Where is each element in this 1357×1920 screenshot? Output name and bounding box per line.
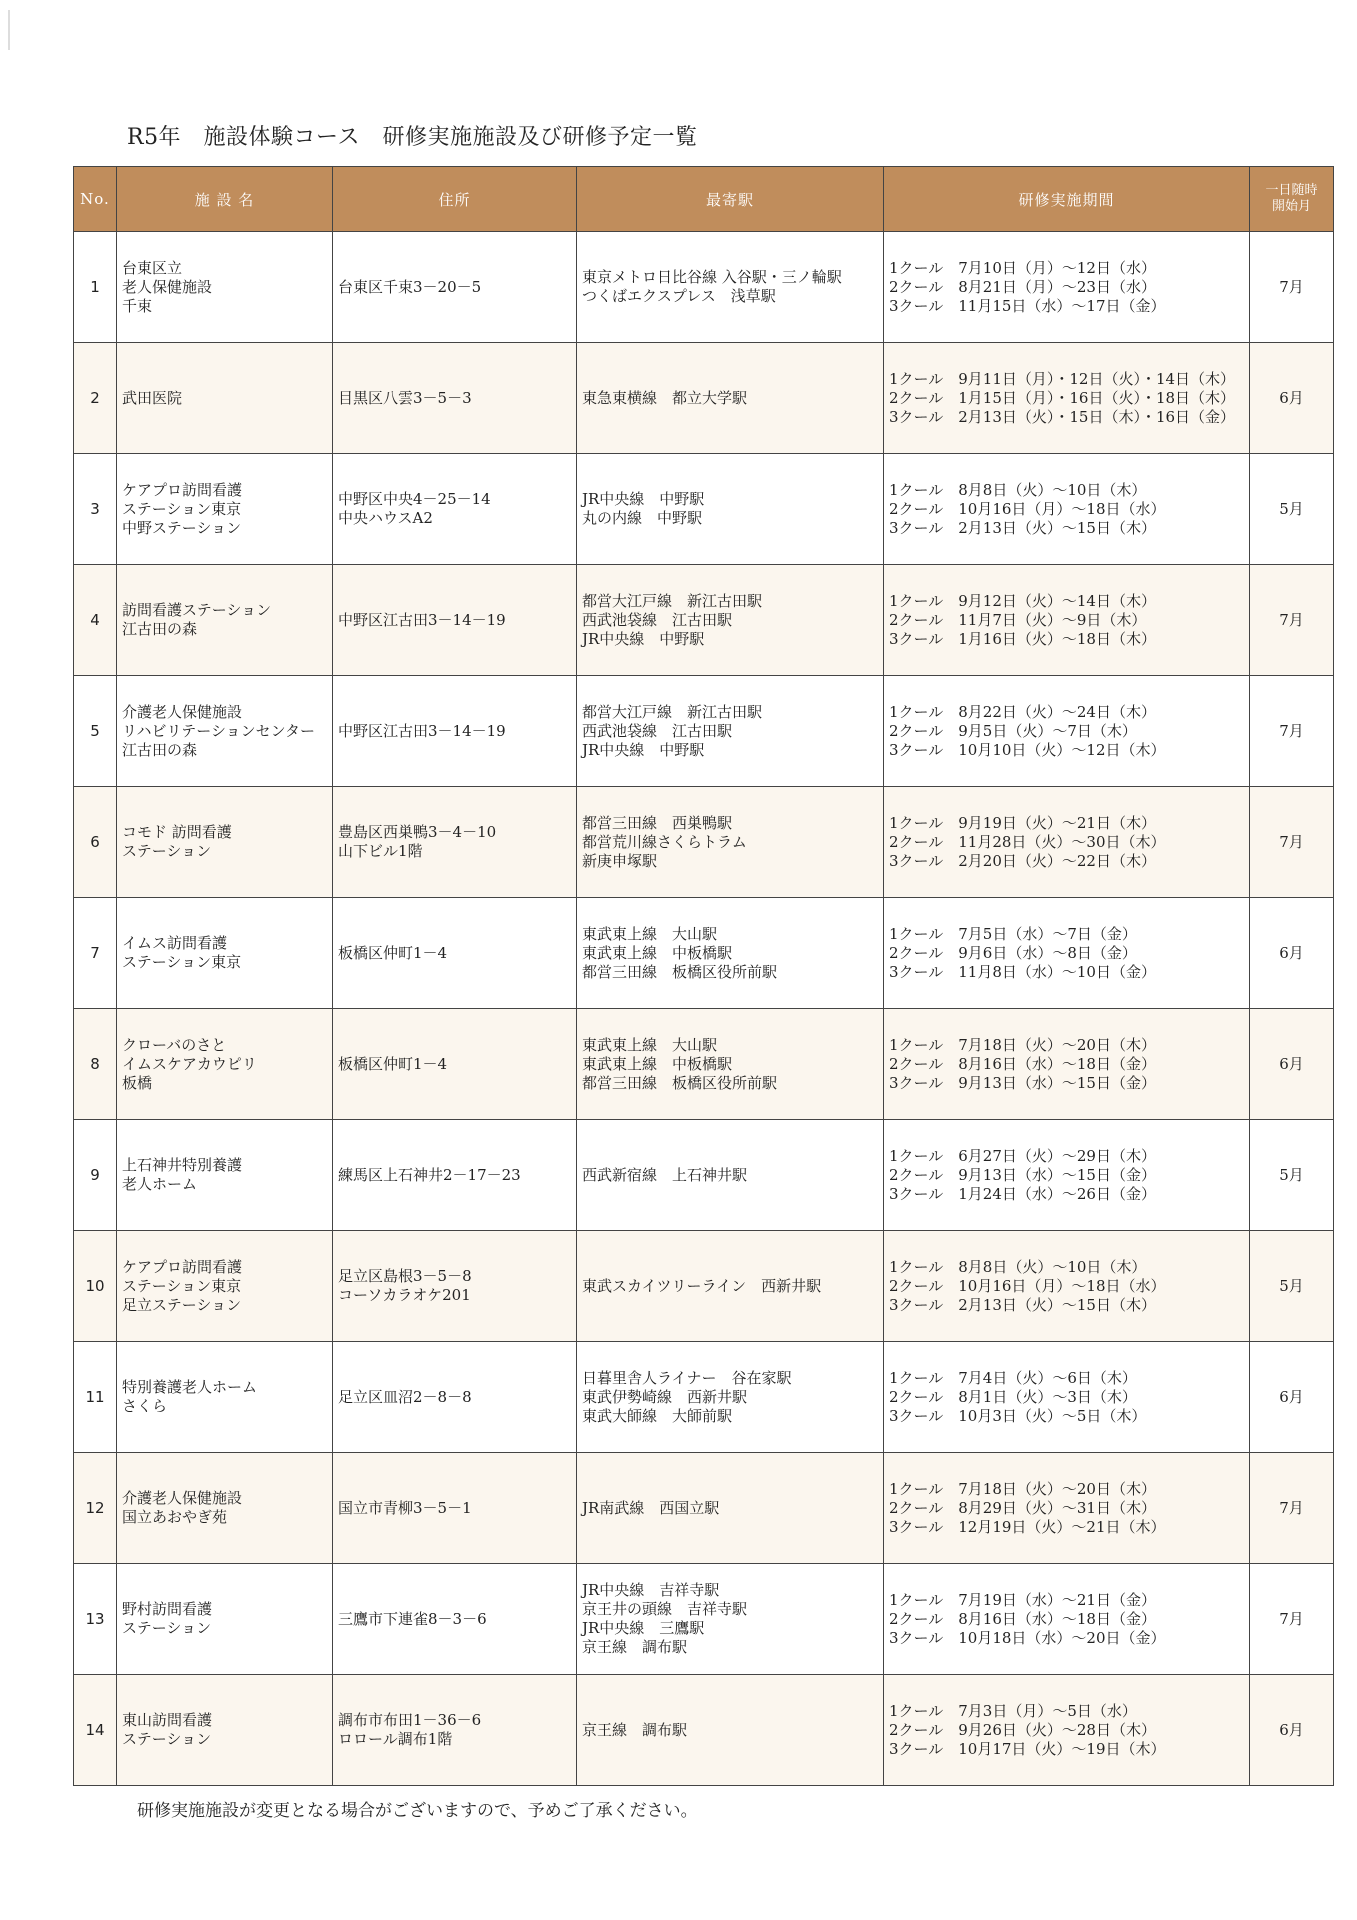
table-row [74,676,1334,787]
cell-nearest-station: 東武スカイツリーライン 西新井駅 [577,1231,884,1342]
cell-start-month: 6月 [1250,1675,1334,1786]
table-header-row [74,167,1334,232]
cell-start-month: 6月 [1250,343,1334,454]
table-row [74,232,1334,343]
cell-nearest-station: 東急東横線 都立大学駅 [577,343,884,454]
cell-facility-name: ケアプロ訪問看護 ステーション東京 中野ステーション [117,454,333,565]
cell-address: 目黒区八雲3－5－3 [333,343,577,454]
cell-address: 台東区千束3－20－5 [333,232,577,343]
cell-start-month: 5月 [1250,1120,1334,1231]
cell-address: 足立区皿沼2－8－8 [333,1342,577,1453]
cell-training-period: 1クール 7月10日（月）～12日（水） 2クール 8月21日（月）～23日（水） 3クール 11月15日（水）～17日（金） [884,232,1250,343]
cell-training-period: 1クール 7月4日（火）～6日（木） 2クール 8月1日（火）～3日（木） 3クール 10月3日（火）～5日（木） [884,1342,1250,1453]
scan-edge-mark [8,10,10,50]
cell-address: 板橋区仲町1－4 [333,898,577,1009]
cell-facility-name: 上石神井特別養護 老人ホーム [117,1120,333,1231]
cell-nearest-station: JR南武線 西国立駅 [577,1453,884,1564]
cell-no: 10 [74,1231,117,1342]
cell-no: 5 [74,676,117,787]
schedule-table [73,166,1334,1786]
table-row [74,1120,1334,1231]
cell-training-period: 1クール 7月19日（水）～21日（金） 2クール 8月16日（水）～18日（金） 3クール 10月18日（水）～20日（金） [884,1564,1250,1675]
cell-address: 国立市青柳3－5－1 [333,1453,577,1564]
cell-nearest-station: 京王線 調布駅 [577,1675,884,1786]
cell-address: 中野区中央4－25－14 中央ハウスA2 [333,454,577,565]
cell-training-period: 1クール 7月18日（火）～20日（木） 2クール 8月16日（水）～18日（金） 3クール 9月13日（水）～15日（金） [884,1009,1250,1120]
cell-nearest-station: 都営大江戸線 新江古田駅 西武池袋線 江古田駅 JR中央線 中野駅 [577,565,884,676]
cell-start-month: 7月 [1250,676,1334,787]
table-row [74,787,1334,898]
cell-address: 三鷹市下連雀8－3－6 [333,1564,577,1675]
cell-nearest-station: JR中央線 吉祥寺駅 京王井の頭線 吉祥寺駅 JR中央線 三鷹駅 京王線 調布駅 [577,1564,884,1675]
header-nearest-station: 最寄駅 [577,167,884,232]
cell-facility-name: 野村訪問看護 ステーション [117,1564,333,1675]
cell-no: 1 [74,232,117,343]
cell-address: 板橋区仲町1－4 [333,1009,577,1120]
cell-training-period: 1クール 6月27日（火）～29日（木） 2クール 9月13日（水）～15日（金） 3クール 1月24日（水）～26日（金） [884,1120,1250,1231]
cell-training-period: 1クール 7月3日（月）～5日（水） 2クール 9月26日（火）～28日（木） 3クール 10月17日（火）～19日（木） [884,1675,1250,1786]
cell-training-period: 1クール 7月5日（水）～7日（金） 2クール 9月6日（水）～8日（金） 3クール 11月8日（水）～10日（金） [884,898,1250,1009]
page-title: R5年 施設体験コース 研修実施施設及び研修予定一覧 [127,125,698,150]
cell-address: 足立区島根3－5－8 コーソカラオケ201 [333,1231,577,1342]
footnote: 研修実施施設が変更となる場合がございますので、予めご了承ください。 [137,1801,698,1821]
cell-training-period: 1クール 8月22日（火）～24日（木） 2クール 9月5日（火）～7日（木） 3クール 10月10日（火）～12日（木） [884,676,1250,787]
table-row [74,1675,1334,1786]
table-row [74,343,1334,454]
cell-training-period: 1クール 9月11日（月）・12日（火）・14日（木） 2クール 1月15日（月）・16日（火）・18日（木） 3クール 2月13日（火）・15日（木）・16日（金） [884,343,1250,454]
cell-training-period: 1クール 8月8日（火）～10日（木） 2クール 10月16日（月）～18日（水） 3クール 2月13日（火）～15日（木） [884,454,1250,565]
table-row [74,1009,1334,1120]
header-facility-name: 施 設 名 [117,167,333,232]
cell-address: 練馬区上石神井2－17－23 [333,1120,577,1231]
cell-nearest-station: 東京メトロ日比谷線 入谷駅・三ノ輪駅 つくばエクスプレス 浅草駅 [577,232,884,343]
cell-start-month: 7月 [1250,232,1334,343]
cell-address: 中野区江古田3－14－19 [333,565,577,676]
cell-no: 8 [74,1009,117,1120]
cell-no: 11 [74,1342,117,1453]
cell-facility-name: 東山訪問看護 ステーション [117,1675,333,1786]
cell-start-month: 7月 [1250,1453,1334,1564]
cell-nearest-station: 都営大江戸線 新江古田駅 西武池袋線 江古田駅 JR中央線 中野駅 [577,676,884,787]
cell-address: 調布市布田1－36－6 ロロール調布1階 [333,1675,577,1786]
table-body [74,232,1334,1786]
header-start-month: 一日随時 開始月 [1250,167,1334,232]
header-no: No. [74,167,117,232]
cell-facility-name: 介護老人保健施設 国立あおやぎ苑 [117,1453,333,1564]
table-row [74,565,1334,676]
cell-no: 4 [74,565,117,676]
table-row [74,898,1334,1009]
table-row [74,454,1334,565]
cell-no: 2 [74,343,117,454]
cell-training-period: 1クール 8月8日（火）～10日（木） 2クール 10月16日（月）～18日（水） 3クール 2月13日（火）～15日（木） [884,1231,1250,1342]
cell-no: 7 [74,898,117,1009]
header-training-period: 研修実施期間 [884,167,1250,232]
cell-facility-name: ケアプロ訪問看護 ステーション東京 足立ステーション [117,1231,333,1342]
cell-no: 14 [74,1675,117,1786]
table-row [74,1453,1334,1564]
cell-facility-name: 武田医院 [117,343,333,454]
cell-no: 9 [74,1120,117,1231]
table-row [74,1564,1334,1675]
cell-start-month: 6月 [1250,898,1334,1009]
cell-nearest-station: 日暮里舎人ライナー 谷在家駅 東武伊勢崎線 西新井駅 東武大師線 大師前駅 [577,1342,884,1453]
cell-start-month: 5月 [1250,1231,1334,1342]
cell-nearest-station: JR中央線 中野駅 丸の内線 中野駅 [577,454,884,565]
cell-facility-name: クローバのさと イムスケアカウピリ 板橋 [117,1009,333,1120]
cell-nearest-station: 東武東上線 大山駅 東武東上線 中板橋駅 都営三田線 板橋区役所前駅 [577,898,884,1009]
cell-start-month: 5月 [1250,454,1334,565]
cell-start-month: 7月 [1250,565,1334,676]
cell-training-period: 1クール 9月19日（火）～21日（木） 2クール 11月28日（火）～30日（木） 3クール 2月20日（火）～22日（木） [884,787,1250,898]
cell-nearest-station: 西武新宿線 上石神井駅 [577,1120,884,1231]
cell-no: 3 [74,454,117,565]
cell-no: 6 [74,787,117,898]
cell-no: 13 [74,1564,117,1675]
cell-facility-name: 介護老人保健施設 リハビリテーションセンター 江古田の森 [117,676,333,787]
cell-start-month: 6月 [1250,1342,1334,1453]
cell-address: 豊島区西巣鴨3－4－10 山下ビル1階 [333,787,577,898]
cell-start-month: 7月 [1250,1564,1334,1675]
cell-facility-name: イムス訪問看護 ステーション東京 [117,898,333,1009]
cell-facility-name: 台東区立 老人保健施設 千束 [117,232,333,343]
cell-facility-name: コモド 訪問看護 ステーション [117,787,333,898]
cell-facility-name: 訪問看護ステーション 江古田の森 [117,565,333,676]
cell-training-period: 1クール 7月18日（火）～20日（木） 2クール 8月29日（火）～31日（木） 3クール 12月19日（火）～21日（木） [884,1453,1250,1564]
header-address: 住所 [333,167,577,232]
cell-start-month: 7月 [1250,787,1334,898]
cell-training-period: 1クール 9月12日（火）～14日（木） 2クール 11月7日（火）～9日（木） 3クール 1月16日（火）～18日（木） [884,565,1250,676]
table-row [74,1342,1334,1453]
cell-nearest-station: 東武東上線 大山駅 東武東上線 中板橋駅 都営三田線 板橋区役所前駅 [577,1009,884,1120]
cell-address: 中野区江古田3－14－19 [333,676,577,787]
cell-facility-name: 特別養護老人ホーム さくら [117,1342,333,1453]
cell-no: 12 [74,1453,117,1564]
cell-nearest-station: 都営三田線 西巣鴨駅 都営荒川線さくらトラム 新庚申塚駅 [577,787,884,898]
table-row [74,1231,1334,1342]
cell-start-month: 6月 [1250,1009,1334,1120]
